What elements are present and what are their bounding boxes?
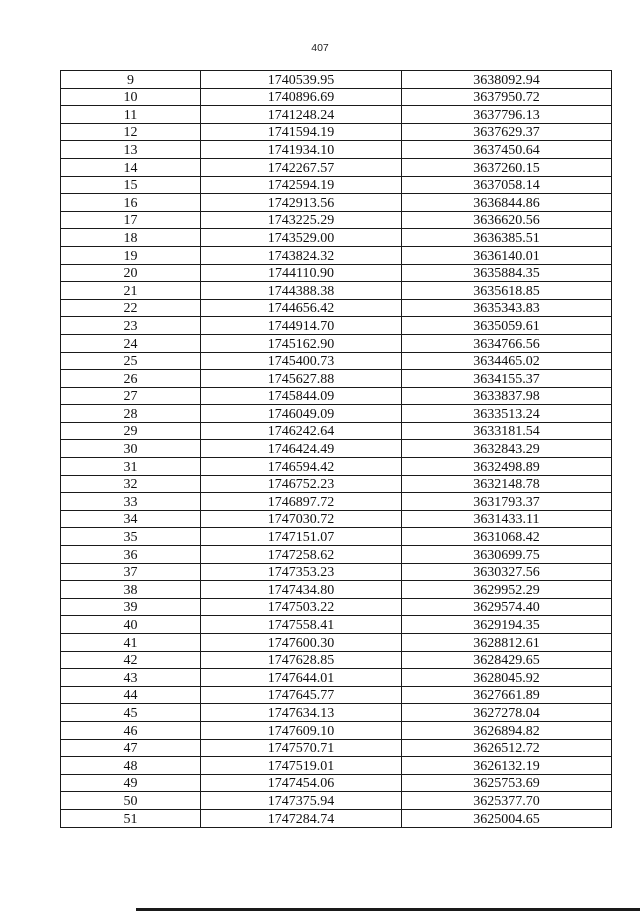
table-row: [61, 721, 612, 739]
y-coordinate-cell: 3637950.72: [402, 88, 612, 106]
table-row: [61, 317, 612, 335]
y-coordinate-cell: 3637450.64: [402, 141, 612, 159]
x-coordinate-cell: 1744388.38: [201, 282, 402, 300]
x-coordinate-cell: 1740539.95: [201, 71, 402, 89]
y-coordinate-cell: 3627661.89: [402, 686, 612, 704]
y-coordinate-cell: 3625004.65: [402, 809, 612, 827]
bottom-edge-rule: [136, 908, 640, 911]
y-coordinate-cell: 3629952.29: [402, 581, 612, 599]
x-coordinate-cell: 1746594.42: [201, 458, 402, 476]
coordinates-table: [60, 70, 612, 828]
y-coordinate-cell: 3630327.56: [402, 563, 612, 581]
x-coordinate-cell: 1742267.57: [201, 158, 402, 176]
y-coordinate-cell: 3633513.24: [402, 405, 612, 423]
x-coordinate-cell: 1746242.64: [201, 422, 402, 440]
table-row: [61, 774, 612, 792]
point-number-cell: 9: [61, 71, 201, 89]
x-coordinate-cell: 1747644.01: [201, 669, 402, 687]
table-row: [61, 546, 612, 564]
point-number-cell: 50: [61, 792, 201, 810]
x-coordinate-cell: 1745627.88: [201, 370, 402, 388]
point-number-cell: 37: [61, 563, 201, 581]
table-row: [61, 370, 612, 388]
table-row: [61, 141, 612, 159]
table-row: [61, 194, 612, 212]
x-coordinate-cell: 1742913.56: [201, 194, 402, 212]
point-number-cell: 43: [61, 669, 201, 687]
y-coordinate-cell: 3633181.54: [402, 422, 612, 440]
x-coordinate-cell: 1747503.22: [201, 598, 402, 616]
point-number-cell: 41: [61, 634, 201, 652]
y-coordinate-cell: 3631433.11: [402, 510, 612, 528]
x-coordinate-cell: 1747600.30: [201, 634, 402, 652]
point-number-cell: 49: [61, 774, 201, 792]
y-coordinate-cell: 3637058.14: [402, 176, 612, 194]
y-coordinate-cell: 3636620.56: [402, 211, 612, 229]
x-coordinate-cell: 1746752.23: [201, 475, 402, 493]
y-coordinate-cell: 3635059.61: [402, 317, 612, 335]
y-coordinate-cell: 3632148.78: [402, 475, 612, 493]
table-row: [61, 528, 612, 546]
x-coordinate-cell: 1747258.62: [201, 546, 402, 564]
table-row: [61, 282, 612, 300]
point-number-cell: 45: [61, 704, 201, 722]
table-row: [61, 510, 612, 528]
table-row: [61, 475, 612, 493]
point-number-cell: 42: [61, 651, 201, 669]
point-number-cell: 24: [61, 334, 201, 352]
y-coordinate-cell: 3626512.72: [402, 739, 612, 757]
y-coordinate-cell: 3636844.86: [402, 194, 612, 212]
point-number-cell: 40: [61, 616, 201, 634]
table-row: [61, 71, 612, 89]
point-number-cell: 31: [61, 458, 201, 476]
y-coordinate-cell: 3636140.01: [402, 246, 612, 264]
point-number-cell: 44: [61, 686, 201, 704]
table-row: [61, 493, 612, 511]
table-row: [61, 405, 612, 423]
x-coordinate-cell: 1741248.24: [201, 106, 402, 124]
x-coordinate-cell: 1743225.29: [201, 211, 402, 229]
point-number-cell: 28: [61, 405, 201, 423]
y-coordinate-cell: 3630699.75: [402, 546, 612, 564]
point-number-cell: 48: [61, 757, 201, 775]
x-coordinate-cell: 1740896.69: [201, 88, 402, 106]
x-coordinate-cell: 1747628.85: [201, 651, 402, 669]
table-row: [61, 352, 612, 370]
point-number-cell: 51: [61, 809, 201, 827]
y-coordinate-cell: 3635618.85: [402, 282, 612, 300]
table-row: [61, 739, 612, 757]
point-number-cell: 21: [61, 282, 201, 300]
table-row: [61, 809, 612, 827]
point-number-cell: 16: [61, 194, 201, 212]
x-coordinate-cell: 1742594.19: [201, 176, 402, 194]
y-coordinate-cell: 3631793.37: [402, 493, 612, 511]
y-coordinate-cell: 3635884.35: [402, 264, 612, 282]
point-number-cell: 20: [61, 264, 201, 282]
x-coordinate-cell: 1745844.09: [201, 387, 402, 405]
y-coordinate-cell: 3626132.19: [402, 757, 612, 775]
x-coordinate-cell: 1743529.00: [201, 229, 402, 247]
point-number-cell: 25: [61, 352, 201, 370]
x-coordinate-cell: 1741934.10: [201, 141, 402, 159]
point-number-cell: 29: [61, 422, 201, 440]
point-number-cell: 26: [61, 370, 201, 388]
table-row: [61, 246, 612, 264]
x-coordinate-cell: 1746049.09: [201, 405, 402, 423]
point-number-cell: 46: [61, 721, 201, 739]
coordinates-table-body: [61, 71, 612, 828]
table-row: [61, 123, 612, 141]
x-coordinate-cell: 1747353.23: [201, 563, 402, 581]
x-coordinate-cell: 1747284.74: [201, 809, 402, 827]
table-row: [61, 422, 612, 440]
y-coordinate-cell: 3631068.42: [402, 528, 612, 546]
x-coordinate-cell: 1747645.77: [201, 686, 402, 704]
x-coordinate-cell: 1744656.42: [201, 299, 402, 317]
table-row: [61, 88, 612, 106]
y-coordinate-cell: 3637629.37: [402, 123, 612, 141]
table-row: [61, 440, 612, 458]
x-coordinate-cell: 1745400.73: [201, 352, 402, 370]
table-row: [61, 686, 612, 704]
point-number-cell: 17: [61, 211, 201, 229]
y-coordinate-cell: 3635343.83: [402, 299, 612, 317]
y-coordinate-cell: 3632498.89: [402, 458, 612, 476]
y-coordinate-cell: 3629194.35: [402, 616, 612, 634]
point-number-cell: 14: [61, 158, 201, 176]
point-number-cell: 30: [61, 440, 201, 458]
table-row: [61, 757, 612, 775]
table-row: [61, 563, 612, 581]
y-coordinate-cell: 3634766.56: [402, 334, 612, 352]
table-row: [61, 334, 612, 352]
table-row: [61, 176, 612, 194]
table-row: [61, 106, 612, 124]
table-row: [61, 387, 612, 405]
table-row: [61, 616, 612, 634]
point-number-cell: 15: [61, 176, 201, 194]
x-coordinate-cell: 1747151.07: [201, 528, 402, 546]
y-coordinate-cell: 3629574.40: [402, 598, 612, 616]
point-number-cell: 36: [61, 546, 201, 564]
x-coordinate-cell: 1747558.41: [201, 616, 402, 634]
y-coordinate-cell: 3625377.70: [402, 792, 612, 810]
point-number-cell: 12: [61, 123, 201, 141]
x-coordinate-cell: 1745162.90: [201, 334, 402, 352]
point-number-cell: 39: [61, 598, 201, 616]
x-coordinate-cell: 1747634.13: [201, 704, 402, 722]
x-coordinate-cell: 1747434.80: [201, 581, 402, 599]
table-row: [61, 651, 612, 669]
point-number-cell: 11: [61, 106, 201, 124]
page-number: 407: [311, 42, 329, 54]
point-number-cell: 18: [61, 229, 201, 247]
y-coordinate-cell: 3636385.51: [402, 229, 612, 247]
table-row: [61, 581, 612, 599]
table-row: [61, 299, 612, 317]
y-coordinate-cell: 3633837.98: [402, 387, 612, 405]
y-coordinate-cell: 3632843.29: [402, 440, 612, 458]
table-row: [61, 158, 612, 176]
point-number-cell: 13: [61, 141, 201, 159]
x-coordinate-cell: 1747454.06: [201, 774, 402, 792]
table-row: [61, 669, 612, 687]
point-number-cell: 47: [61, 739, 201, 757]
y-coordinate-cell: 3625753.69: [402, 774, 612, 792]
point-number-cell: 32: [61, 475, 201, 493]
table-row: [61, 634, 612, 652]
point-number-cell: 34: [61, 510, 201, 528]
x-coordinate-cell: 1746424.49: [201, 440, 402, 458]
table-row: [61, 458, 612, 476]
x-coordinate-cell: 1743824.32: [201, 246, 402, 264]
point-number-cell: 33: [61, 493, 201, 511]
y-coordinate-cell: 3634155.37: [402, 370, 612, 388]
y-coordinate-cell: 3628812.61: [402, 634, 612, 652]
table-row: [61, 598, 612, 616]
point-number-cell: 19: [61, 246, 201, 264]
point-number-cell: 27: [61, 387, 201, 405]
table-row: [61, 264, 612, 282]
x-coordinate-cell: 1747375.94: [201, 792, 402, 810]
point-number-cell: 10: [61, 88, 201, 106]
y-coordinate-cell: 3628045.92: [402, 669, 612, 687]
table-row: [61, 211, 612, 229]
table-row: [61, 704, 612, 722]
y-coordinate-cell: 3626894.82: [402, 721, 612, 739]
x-coordinate-cell: 1741594.19: [201, 123, 402, 141]
y-coordinate-cell: 3637260.15: [402, 158, 612, 176]
x-coordinate-cell: 1744914.70: [201, 317, 402, 335]
x-coordinate-cell: 1747519.01: [201, 757, 402, 775]
x-coordinate-cell: 1744110.90: [201, 264, 402, 282]
table-row: [61, 229, 612, 247]
y-coordinate-cell: 3628429.65: [402, 651, 612, 669]
y-coordinate-cell: 3627278.04: [402, 704, 612, 722]
x-coordinate-cell: 1747570.71: [201, 739, 402, 757]
x-coordinate-cell: 1746897.72: [201, 493, 402, 511]
table-row: [61, 792, 612, 810]
x-coordinate-cell: 1747030.72: [201, 510, 402, 528]
y-coordinate-cell: 3638092.94: [402, 71, 612, 89]
point-number-cell: 35: [61, 528, 201, 546]
y-coordinate-cell: 3634465.02: [402, 352, 612, 370]
y-coordinate-cell: 3637796.13: [402, 106, 612, 124]
point-number-cell: 22: [61, 299, 201, 317]
x-coordinate-cell: 1747609.10: [201, 721, 402, 739]
point-number-cell: 23: [61, 317, 201, 335]
point-number-cell: 38: [61, 581, 201, 599]
